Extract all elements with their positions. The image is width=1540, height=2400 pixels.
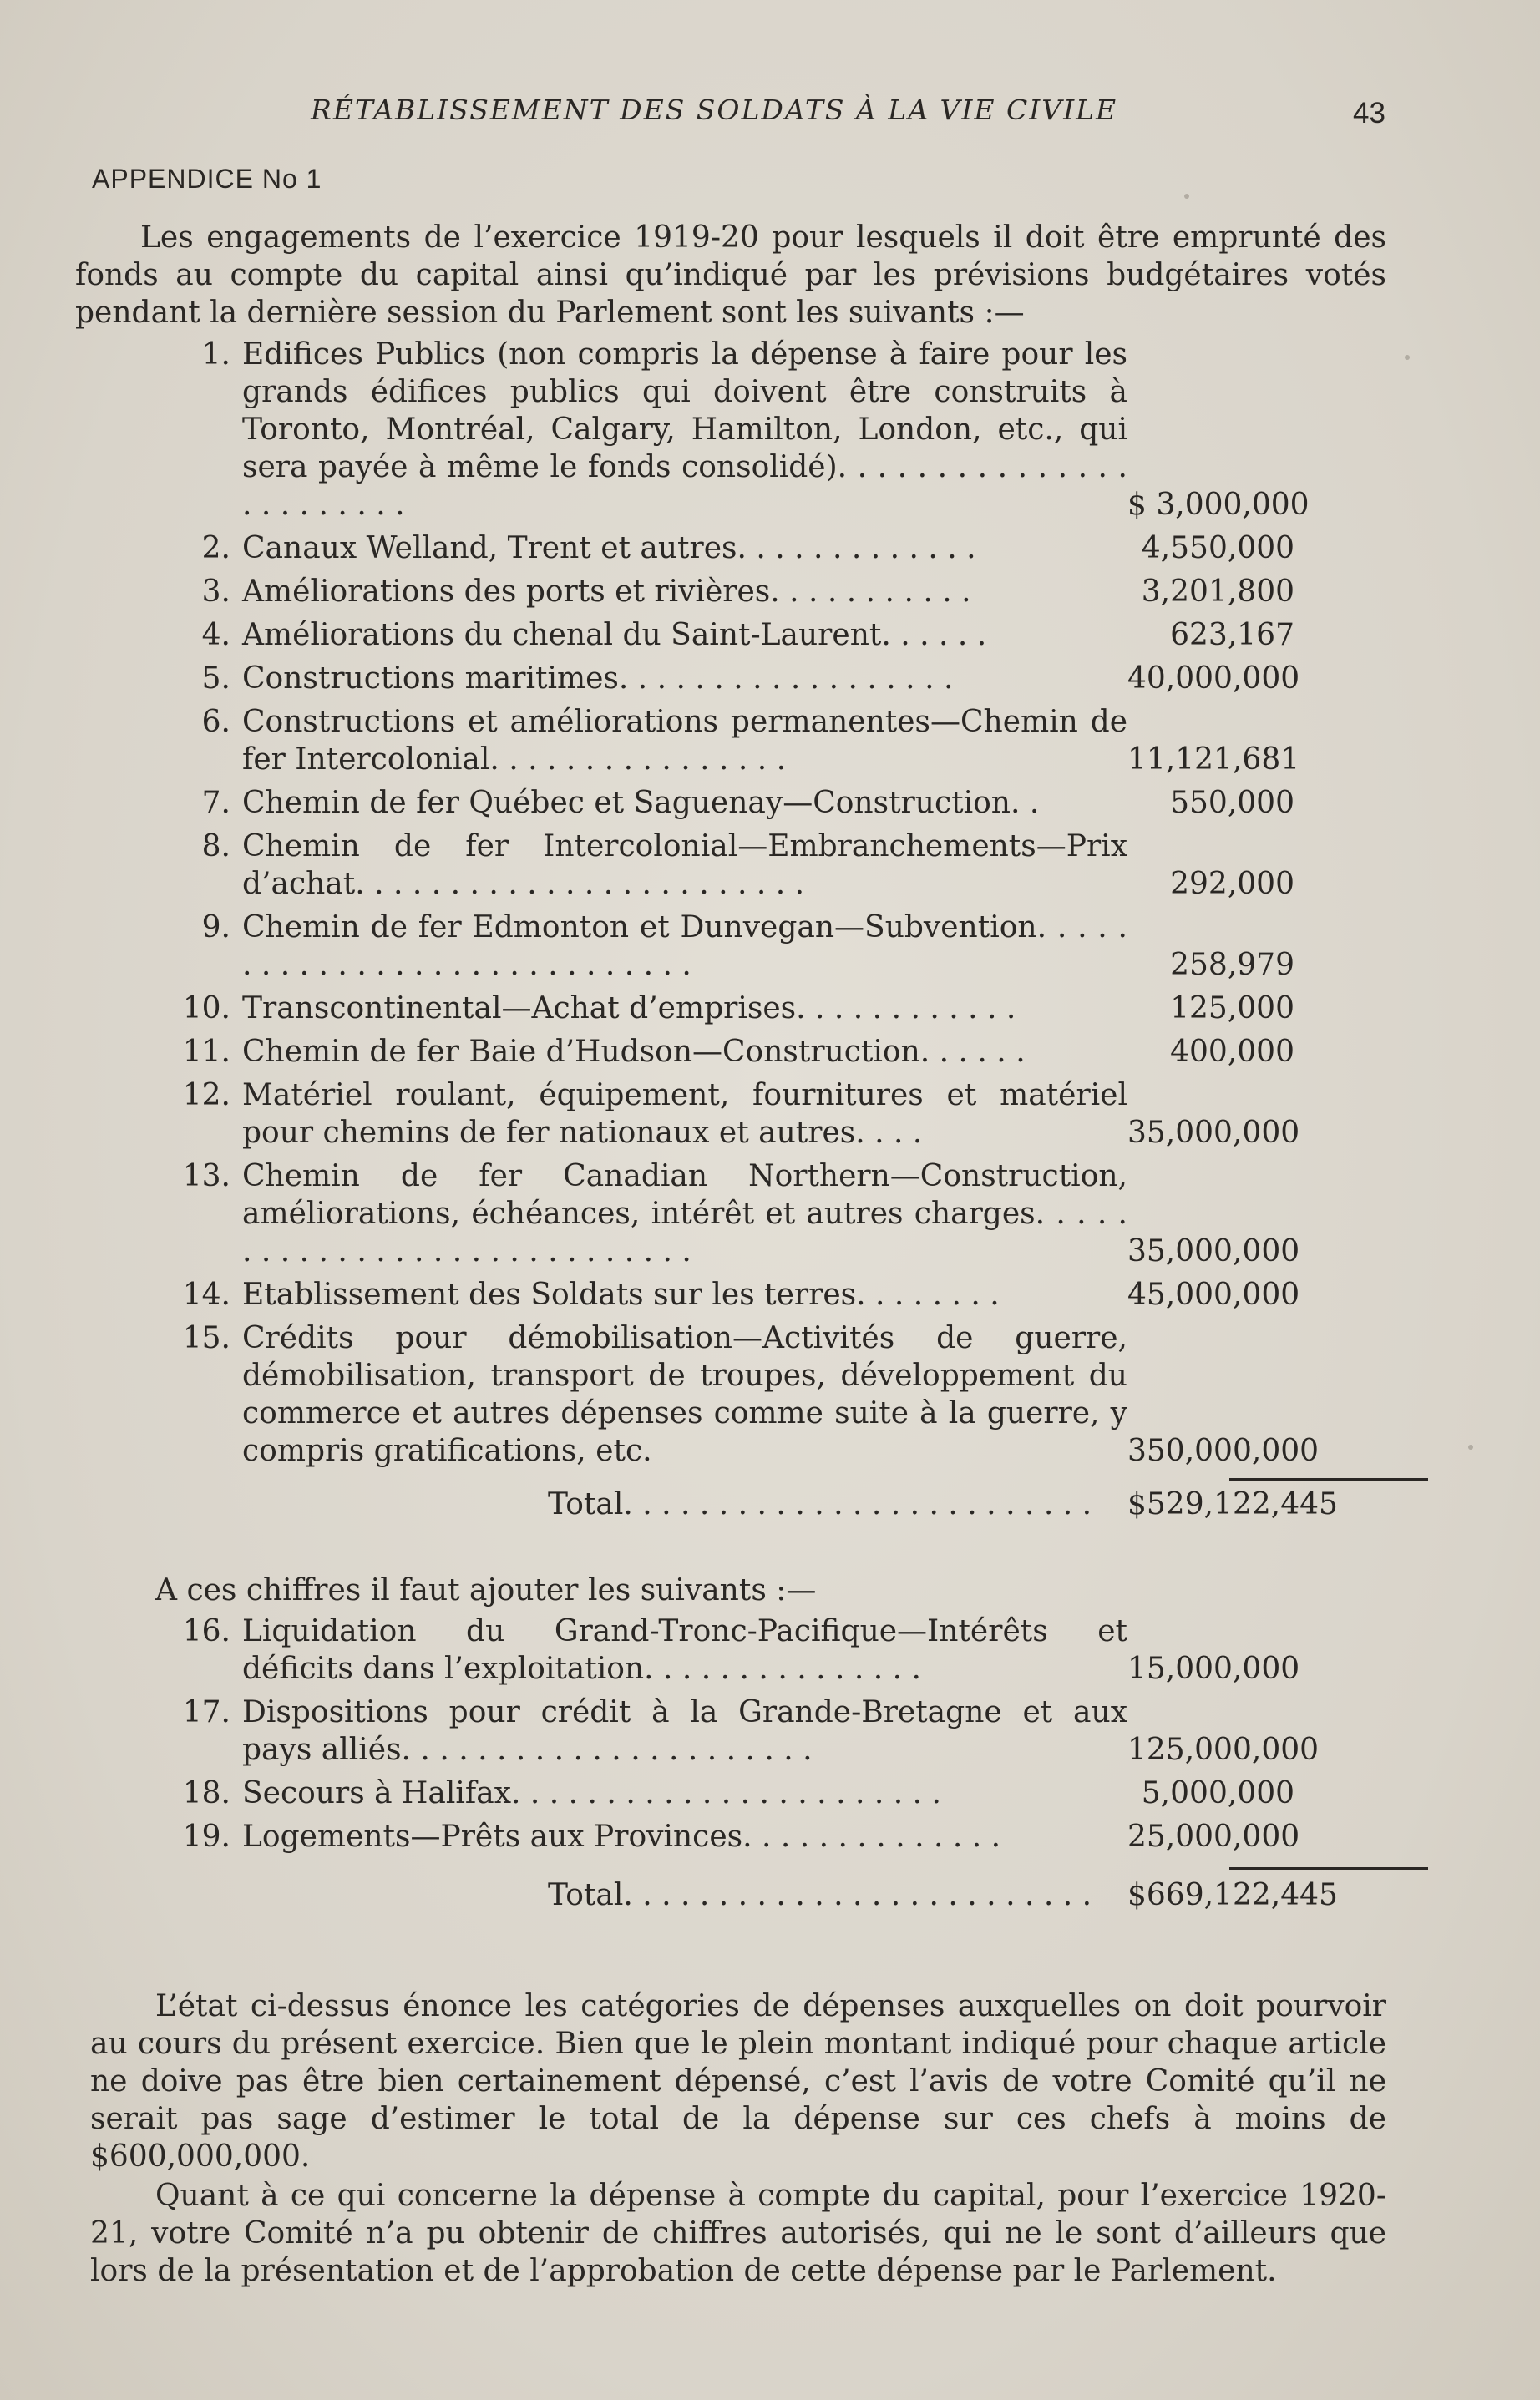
expenditure-item xyxy=(175,1033,1294,1071)
item-description: Matériel roulant, équipement, fournitures et matériel pour chemins de fer nationaux et autres. . . . xyxy=(242,1078,1127,1150)
item-amount: 623,167 xyxy=(1170,618,1294,652)
grand-total-amount: $669,122,445 xyxy=(1127,1878,1338,1912)
item-description: Chemin de fer Intercolonial—Embranchements—Prix d’achat. . . . . . . . . . . . . . . . . . . . . . . . xyxy=(242,829,1127,901)
closing-paragraph-1: L’état ci-dessus énonce les catégories de dépenses auxquelles on doit pourvoir au cours du présent exercice. Bien que le plein montant indiqué pour chaque article ne doive pas être bien certainement dépensé, c’est l’avis de votre Comité qu’il ne serait pas sage d’estimer le total de la dépense sur ces chefs à moins de $600,000,000. xyxy=(90,1989,1386,2174)
item-description: Chemin de fer Canadian Northern—Construction, améliorations, échéances, intérêt et autres charges. . . . . . . . . . . . . . . . . . . . . . . . . . . . . xyxy=(242,1159,1127,1268)
item-number: 15. xyxy=(182,1321,230,1355)
expenditure-items-1-15 xyxy=(175,336,1320,1470)
item-description: Dispositions pour crédit à la Grande-Bretagne et aux pays alliés. . . . . . . . . . . . . . . . . . . . . . xyxy=(242,1695,1127,1767)
item-amount: 35,000,000 xyxy=(1127,1116,1300,1150)
item-description: Chemin de fer Baie d’Hudson—Construction. . . . . . xyxy=(242,1035,1026,1069)
expenditure-item xyxy=(175,1775,1294,1812)
paper-speck xyxy=(1468,1445,1473,1450)
intro-paragraph: Les engagements de l’exercice 1919-20 pour lesquels il doit être emprunté des fonds au compte du capital ainsi qu’indiqué par les prévisions budgétaires votés pendant la dernière session du Parlement sont les suivants :— xyxy=(75,220,1386,330)
item-amount: $ 3,000,000 xyxy=(1127,488,1310,522)
item-number: 11. xyxy=(182,1035,230,1069)
item-number: 16. xyxy=(182,1614,230,1648)
page-number: 43 xyxy=(1353,97,1385,129)
item-description: Secours à Halifax. . . . . . . . . . . . . . . . . . . . . . . xyxy=(242,1776,941,1810)
total-row-2 xyxy=(175,1876,1338,1914)
item-number: 3. xyxy=(201,575,230,609)
item-description: Chemin de fer Edmonton et Dunvegan—Subvention. . . . . . . . . . . . . . . . . . . . . . . . . . . . . xyxy=(242,910,1127,982)
item-number: 6. xyxy=(201,705,230,739)
expenditure-item xyxy=(175,660,1300,697)
item-description: Chemin de fer Québec et Saguenay—Construction. . xyxy=(242,786,1040,820)
expenditure-item xyxy=(175,784,1294,822)
expenditure-item xyxy=(175,909,1294,984)
item-number: 7. xyxy=(201,786,230,820)
expenditure-item xyxy=(175,616,1294,654)
item-number: 19. xyxy=(182,1820,230,1854)
paper-speck xyxy=(1405,355,1410,360)
expenditure-item xyxy=(175,990,1294,1027)
item-amount: 45,000,000 xyxy=(1127,1278,1300,1312)
expenditure-item xyxy=(175,1818,1300,1856)
item-description: Logements—Prêts aux Provinces. . . . . . . . . . . . . . xyxy=(242,1820,1001,1854)
item-number: 12. xyxy=(182,1078,230,1112)
total-amount: $529,122,445 xyxy=(1127,1487,1338,1522)
item-description: Constructions maritimes. . . . . . . . . . . . . . . . . . xyxy=(242,661,954,696)
subtotal-rule xyxy=(1229,1478,1428,1481)
additional-items-label: A ces chiffres il faut ajouter les suivants :— xyxy=(155,1573,817,1608)
item-amount: 5,000,000 xyxy=(1141,1776,1294,1810)
item-amount: 4,550,000 xyxy=(1141,531,1294,565)
expenditure-item xyxy=(175,703,1300,778)
item-amount: 11,121,681 xyxy=(1127,742,1300,777)
item-amount: 25,000,000 xyxy=(1127,1820,1300,1854)
item-description: Crédits pour démobilisation—Activités de guerre, démobilisation, transport de troupes, développement du commerce et autres dépenses comme suite à la guerre, y compris gratifications, etc. xyxy=(242,1321,1127,1468)
item-description: Canaux Welland, Trent et autres. . . . . . . . . . . . . xyxy=(242,531,976,565)
expenditure-item xyxy=(175,1276,1300,1314)
item-amount: 15,000,000 xyxy=(1127,1652,1300,1686)
appendix-label: APPENDICE No 1 xyxy=(92,164,322,194)
item-amount: 258,979 xyxy=(1170,948,1294,982)
item-description: Etablissement des Soldats sur les terres. . . . . . . . xyxy=(242,1278,1000,1312)
total-label: Total. . . . . . . . . . . . . . . . . . . . . . . . . xyxy=(548,1487,1092,1522)
expenditure-item xyxy=(175,1694,1320,1769)
expenditure-item xyxy=(175,828,1294,903)
item-description: Edifices Publics (non compris la dépense à faire pour les grands édifices publics qui doivent être construits à Toronto, Montréal, Calgary, Hamilton, London, etc., qui sera payée à même le fonds consolidé). . . . . . . . . . . . . . . . . . . . . . . . xyxy=(242,337,1127,522)
item-number: 8. xyxy=(201,829,230,863)
expenditure-item xyxy=(175,1076,1300,1152)
item-description: Constructions et améliorations permanentes—Chemin de fer Intercolonial. . . . . . . . . . . . . . . . xyxy=(242,705,1127,777)
expenditure-item xyxy=(175,1319,1320,1470)
expenditure-item xyxy=(175,336,1310,524)
item-amount: 400,000 xyxy=(1170,1035,1294,1069)
item-number: 10. xyxy=(182,991,230,1025)
expenditure-list xyxy=(155,336,1338,1914)
item-amount: 550,000 xyxy=(1170,786,1294,820)
closing-text xyxy=(90,1987,1386,2291)
item-amount: 3,201,800 xyxy=(1141,575,1294,609)
item-number: 13. xyxy=(182,1159,230,1193)
item-amount: 292,000 xyxy=(1170,867,1294,901)
expenditure-items-16-19 xyxy=(175,1613,1320,1856)
item-number: 17. xyxy=(182,1695,230,1729)
item-number: 18. xyxy=(182,1776,230,1810)
item-number: 5. xyxy=(201,661,230,696)
item-amount: 35,000,000 xyxy=(1127,1234,1300,1268)
paper-speck xyxy=(1184,194,1189,199)
item-description: Améliorations des ports et rivières. . . . . . . . . . . xyxy=(242,575,971,609)
item-amount: 350,000,000 xyxy=(1127,1434,1320,1468)
item-amount: 40,000,000 xyxy=(1127,661,1300,696)
item-number: 9. xyxy=(201,910,230,944)
item-description: Transcontinental—Achat d’emprises. . . . . . . . . . . . xyxy=(242,991,1016,1025)
item-number: 2. xyxy=(201,531,230,565)
item-number: 1. xyxy=(201,337,230,372)
closing-paragraph-2: Quant à ce qui concerne la dépense à compte du capital, pour l’exercice 1920-21, votre Comité n’a pu obtenir de chiffres autorisés, qui ne le sont d’ailleurs que lors de la présentation et de l’approbation de cette dépense par le Parlement. xyxy=(90,2179,1386,2288)
item-number: 4. xyxy=(201,618,230,652)
expenditure-item xyxy=(175,1613,1300,1688)
item-description: Liquidation du Grand-Tronc-Pacifique—Intérêts et déficits dans l’exploitation. . . . . . . . . . . . . . . xyxy=(242,1614,1127,1686)
grand-total-rule xyxy=(1229,1867,1428,1870)
item-amount: 125,000,000 xyxy=(1127,1733,1320,1767)
expenditure-item xyxy=(175,1157,1300,1270)
expenditure-item xyxy=(175,529,1294,567)
item-number: 14. xyxy=(182,1278,230,1312)
running-header-title: RÉTABLISSEMENT DES SOLDATS À LA VIE CIVILE xyxy=(311,94,1118,126)
grand-total-label: Total. . . . . . . . . . . . . . . . . . . . . . . . . xyxy=(548,1878,1092,1912)
total-row-1 xyxy=(175,1486,1338,1523)
item-amount: 125,000 xyxy=(1170,991,1294,1025)
item-description: Améliorations du chenal du Saint-Laurent. . . . . . xyxy=(242,618,987,652)
expenditure-item xyxy=(175,573,1294,610)
